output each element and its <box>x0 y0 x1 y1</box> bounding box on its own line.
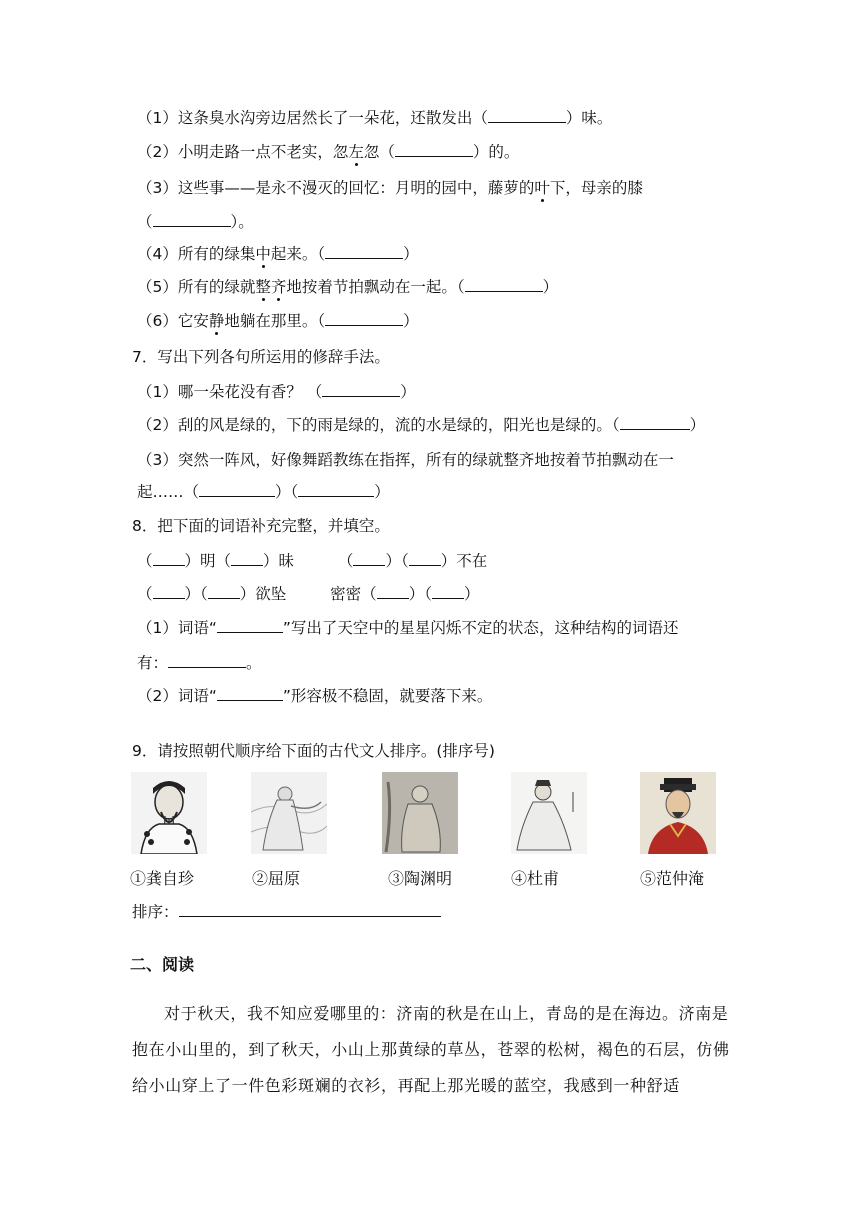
answer-blank[interactable] <box>231 551 263 566</box>
q8-title: 8．把下面的词语补充完整，并填空。 <box>132 517 390 535</box>
q8-sub-1: （1）词语“ ”写出了天空中的星星闪烁不定的状态，这种结构的词语还 <box>137 619 679 637</box>
answer-blank[interactable] <box>395 142 473 157</box>
dotted-character: 叶 <box>534 179 550 197</box>
answer-blank[interactable] <box>322 382 400 397</box>
dotted-character: 整 <box>255 278 271 296</box>
answer-blank[interactable] <box>153 584 185 599</box>
q6-item-3: （3）这些事——是永不漫灭的回忆：月明的园中，藤萝的叶下，母亲的膝 <box>137 179 643 197</box>
dotted-character: 左 <box>348 143 364 161</box>
order-answer-blank[interactable] <box>179 902 441 917</box>
answer-blank[interactable] <box>168 653 246 668</box>
answer-blank[interactable] <box>325 244 403 259</box>
portrait-gong-zizhen <box>131 772 207 854</box>
portrait-qu-yuan <box>251 772 327 854</box>
q8-words-row-2: （ ）（ ）欲坠 密密（ ）（ ） <box>137 585 480 603</box>
answer-blank[interactable] <box>465 277 543 292</box>
caption-fan-zhongyan: ⑤范仲淹 <box>640 869 705 888</box>
portrait-du-fu <box>511 772 587 854</box>
q7-item-2: （2）刮的风是绿的，下的雨是绿的，流的水是绿的，阳光也是绿的。（ ） <box>137 416 706 434</box>
caption-gong-zizhen: ①龚自珍 <box>130 869 195 888</box>
q6-item-2: （2）小明走路一点不老实，忽左忽（ ）的。 <box>137 143 520 161</box>
portrait-fan-zhongyan <box>640 772 716 854</box>
q8-sub-1-cont: 有： 。 <box>137 654 262 672</box>
q6-item-3-cont: （ ）。 <box>137 213 254 231</box>
dotted-character: 齐 <box>270 278 287 296</box>
answer-blank[interactable] <box>217 686 283 701</box>
answer-blank[interactable] <box>199 482 275 497</box>
q6-item-6: （6）它安静地躺在那里。（ ） <box>137 312 419 330</box>
q7-item-3-cont: 起……（ ）（ ） <box>137 483 390 501</box>
q9-order: 排序： <box>132 902 441 922</box>
answer-blank[interactable] <box>488 108 566 123</box>
q6-item-4: （4）所有的绿集中起来。（ ） <box>137 245 419 263</box>
q8-sub-2: （2）词语“ ”形容极不稳固，就要落下来。 <box>137 687 493 705</box>
answer-blank[interactable] <box>208 584 240 599</box>
answer-blank[interactable] <box>153 212 231 227</box>
q7-item-3: （3）突然一阵风，好像舞蹈教练在指挥，所有的绿就整齐地按着节拍飘动在一 <box>137 451 674 469</box>
answer-blank[interactable] <box>432 584 464 599</box>
answer-blank[interactable] <box>217 618 283 633</box>
q7-title: 7．写出下列各句所运用的修辞手法。 <box>132 348 390 366</box>
section-title: 二、阅读 <box>130 955 195 974</box>
q8-words-row-1: （ ）明（ ）昧 （ ）（ ）不在 <box>137 552 488 570</box>
answer-blank[interactable] <box>153 551 185 566</box>
answer-blank[interactable] <box>377 584 409 599</box>
q7-item-1: （1）哪一朵花没有香？ （ ） <box>137 383 416 401</box>
answer-blank[interactable] <box>353 551 385 566</box>
portrait-tao-yuanming <box>382 772 458 854</box>
dotted-character: 中 <box>255 245 271 263</box>
q6-item-1: （1）这条臭水沟旁边居然长了一朵花，还散发出（ ）味。 <box>137 109 613 127</box>
caption-tao-yuanming: ③陶渊明 <box>388 869 453 888</box>
reading-paragraph: 对于秋天，我不知应爱哪里的：济南的秋是在山上，青岛的是在海边。济南是抱在小山里的，到了秋天，小山上那黄绿的草丛，苍翠的松树，褐色的石层，仿佛给小山穿上了一件色彩斑斓的衣衫，再配上那光暖的蓝空，我感到一种舒适 <box>132 1004 730 1095</box>
caption-qu-yuan: ②屈原 <box>252 869 301 888</box>
caption-du-fu: ④杜甫 <box>511 869 560 888</box>
q6-item-5: （5）所有的绿就整齐地按着节拍飘动在一起。（ ） <box>137 278 559 296</box>
answer-blank[interactable] <box>298 482 374 497</box>
answer-blank[interactable] <box>620 415 690 430</box>
answer-blank[interactable] <box>409 551 441 566</box>
dotted-character: 静 <box>208 312 225 330</box>
answer-blank[interactable] <box>325 311 403 326</box>
q9-title: 9．请按照朝代顺序给下面的古代文人排序。(排序号) <box>132 742 495 760</box>
